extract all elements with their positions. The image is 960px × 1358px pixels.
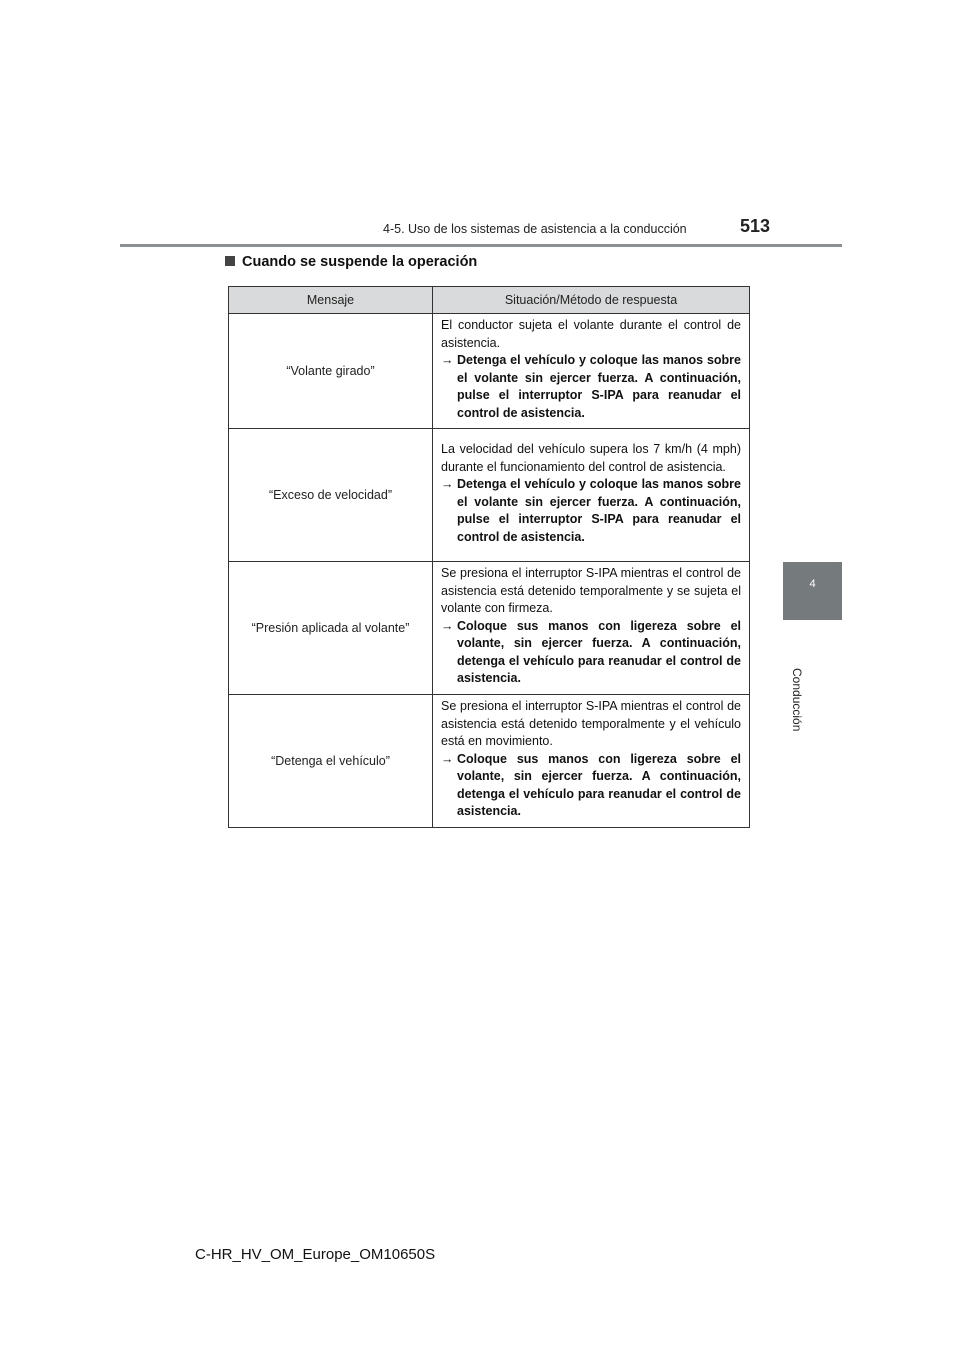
table-row [229,695,750,828]
column-header-message: Mensaje [229,287,433,314]
chapter-tab [783,562,842,620]
situation-text: La velocidad del vehículo supera los 7 km/h (4 mph) durante el funcionamiento del control de asistencia. [441,442,741,474]
arrow-right-icon: → [441,353,454,367]
situation-text: Se presiona el interruptor S-IPA mientras el control de asistencia está detenido temporalmente y se sujeta el volante con firmeza. [441,566,741,616]
situation-text: El conductor sujeta el volante durante el control de asistencia. [441,318,741,350]
section-title: 4-5. Uso de los sistemas de asistencia a la conducción [383,222,687,236]
action-text: Detenga el vehículo y coloque las manos sobre el volante sin ejercer fuerza. A continuación, pulse el interruptor S-IPA para reanudar el control de asistencia. [457,353,741,420]
table-row [229,562,750,695]
arrow-right-icon: → [441,477,454,491]
situation-cell [433,314,750,429]
table-header-row [229,287,750,314]
message-cell: “Detenga el vehículo” [229,695,433,828]
header-divider [120,244,842,247]
response-action [441,751,741,821]
action-text: Coloque sus manos con ligereza sobre el volante, sin ejercer fuerza. A continuación, detenga el vehículo para reanudar el control de asistencia. [457,618,741,686]
table-row [229,429,750,562]
response-action [441,352,741,422]
document-id: C-HR_HV_OM_Europe_OM10650S [195,1246,436,1263]
response-action [441,476,741,546]
chapter-title: Conducción [790,668,804,732]
situation-cell [433,429,750,562]
action-text: Detenga el vehículo y coloque las manos sobre el volante sin ejercer fuerza. A continuación, pulse el interruptor S-IPA para reanudar el control de asistencia. [457,477,741,544]
table-row [229,314,750,429]
page-number: 513 [740,216,771,236]
situation-cell [433,562,750,695]
arrow-right-icon: → [441,751,454,766]
square-bullet-icon [225,256,235,266]
chapter-number: 4 [809,578,816,590]
message-table [228,286,750,828]
message-cell: “Presión aplicada al volante” [229,562,433,695]
action-text: Coloque sus manos con ligereza sobre el volante, sin ejercer fuerza. A continuación, detenga el vehículo para reanudar el control de asistencia. [457,751,741,819]
message-cell: “Volante girado” [229,314,433,429]
situation-cell [433,695,750,828]
column-header-situation: Situación/Método de respuesta [433,287,750,314]
section-heading-text: Cuando se suspende la operación [242,254,478,270]
section-heading [225,254,477,270]
situation-text: Se presiona el interruptor S-IPA mientras el control de asistencia está detenido temporalmente y el vehículo está en movimiento. [441,699,741,749]
response-action [441,618,741,688]
arrow-right-icon: → [441,618,454,633]
message-cell: “Exceso de velocidad” [229,429,433,562]
